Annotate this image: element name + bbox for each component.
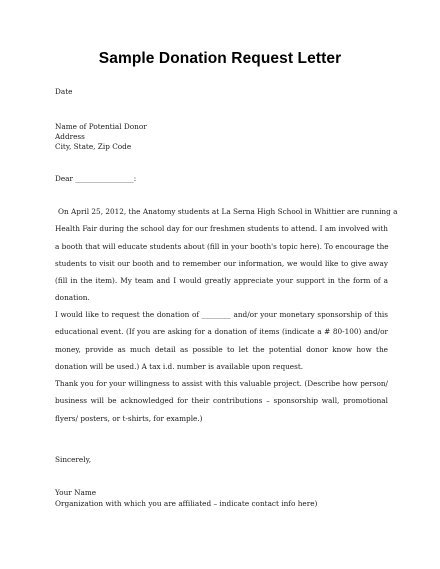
recipient-city-state-zip: City, State, Zip Code xyxy=(55,142,132,151)
paragraph-line: donation will be used.) A tax i.d. number is available upon request. xyxy=(55,361,304,371)
paragraph-line: donation. xyxy=(55,293,90,303)
letter-title: Sample Donation Request Letter xyxy=(98,50,342,67)
paragraph-1 xyxy=(55,203,398,307)
paragraph-2 xyxy=(55,306,388,375)
signature-name: Your Name xyxy=(55,488,97,497)
paragraph-line: business will be acknowledged for their contributions – sponsorship wall, promotional xyxy=(55,396,388,406)
paragraph-line: On April 25, 2012, the Anatomy students at La Serna High School in Whittier are running a xyxy=(58,207,398,216)
paragraph-line: (fill in the item). My team and I would greatly appreciate your support in the form of a xyxy=(55,276,388,286)
paragraph-line: a booth that will educate students about (fill in your booth's topic here). To encourage the xyxy=(55,241,389,251)
paragraph-line: money, provide as much detail as possible to let the potential donor know how the xyxy=(55,344,388,354)
recipient-address: Address xyxy=(55,132,85,141)
paragraph-line: Thank you for your willingness to assist with this valuable project. (Describe how person/ xyxy=(55,379,388,388)
date-line: Date xyxy=(55,87,73,96)
salutation: Dear ________________: xyxy=(55,174,137,183)
paragraph-line: educational event. (If you are asking for a donation of items (indicate a # 80-100) and/or xyxy=(55,327,388,337)
closing: Sincerely, xyxy=(55,455,92,464)
paragraph-line: students to visit our booth and to remember our information, we would like to give away xyxy=(55,258,388,268)
paragraph-line: flyers/ posters, or t-shirts, for example.) xyxy=(55,413,203,423)
paragraph-line: Health Fair during the school day for our freshmen students to attend. I am involved with xyxy=(55,224,388,234)
paragraph-line: I would like to request the donation of ________ and/or your monetary sponsorship of this xyxy=(55,310,388,319)
paragraph-3 xyxy=(55,375,388,427)
recipient-name: Name of Potential Donor xyxy=(55,122,147,131)
signature-organization: Organization with which you are affiliated – indicate contact info here) xyxy=(55,499,318,508)
